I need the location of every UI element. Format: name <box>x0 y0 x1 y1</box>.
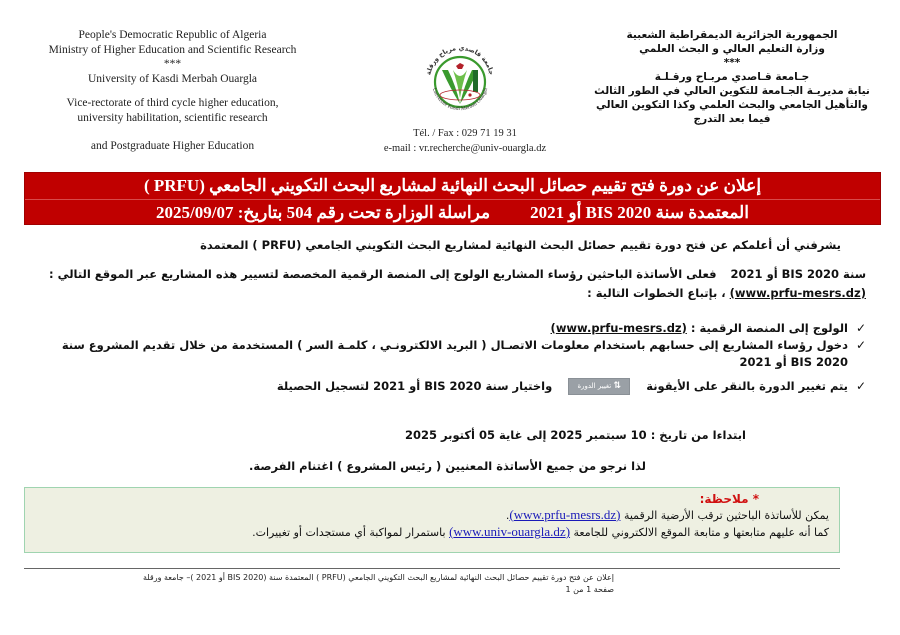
ministry-name-ar: وزارة التعليم العالي و البحث العلمي <box>639 43 825 55</box>
instructions-paragraph <box>40 265 866 303</box>
checkmark-icon: ✓ <box>855 338 866 352</box>
prfu-platform-link[interactable]: (www.prfu-mesrs.dz) <box>729 286 866 300</box>
up-down-arrows-icon: ⇅ <box>613 381 622 391</box>
phone-fax: Tél. / Fax : 029 71 19 31 <box>413 128 517 139</box>
department-line1-en: Vice-rectorate of third cycle higher education, <box>66 97 279 109</box>
change-cycle-label: تغيير الدورة <box>577 382 612 390</box>
instruction-text: فعلى الأساتذة الباحثين رؤساء المشاريع الولوج إلى المنصة الرقمية المخصصة لتسيير هذه المشاريع عبر الموقع التالي : <box>48 267 717 281</box>
footer-title: إعلان عن فتح دورة تقييم حصائل البحث النهائية لمشاريع البحث التكويني الجامعي (PRFU ) المعتمدة سنة (BIS 2020 أو 2021 )– جامعة ورقلة <box>142 573 614 582</box>
checkmark-icon: ✓ <box>855 379 866 393</box>
header-english <box>30 28 315 154</box>
note-line-1-end: . <box>505 509 510 522</box>
step-3-text-before: يتم تغيير الدورة بالنقر على الأيقونة <box>646 379 848 393</box>
announcement-banner <box>24 172 881 225</box>
note-box <box>24 487 840 553</box>
page-footer <box>24 572 614 596</box>
step-item-3 <box>40 378 866 395</box>
note-line-1-text: يمكن للأساتذة الباحثين ترقب الأرضية الرقمية <box>623 509 829 522</box>
date-range: ابتداءا من تاريخ : 10 سبتمبر 2025 إلى غاية 05 أكتوبر 2025 <box>404 428 746 442</box>
approved-years: سنة BIS 2020 أو 2021 <box>730 267 866 281</box>
page-number: صفحة 1 من 1 <box>565 585 614 594</box>
separator-stars: *** <box>163 58 182 70</box>
banner-title-line2 <box>25 199 880 225</box>
contact-info <box>360 126 570 156</box>
email-address[interactable]: e-mail : vr.recherche@univ-ouargla.dz <box>383 143 547 154</box>
step-item-2 <box>40 337 866 371</box>
step-1-text: الولوج إلى المنصة الرقمية : <box>690 321 848 335</box>
university-name-en: University of Kasdi Merbah Ouargla <box>87 72 258 85</box>
banner-ministry-letter: مراسلة الوزارة تحت رقم 504 بتاريخ: 2025/09/07 <box>156 203 491 222</box>
note-line-1 <box>35 507 829 524</box>
footer-divider <box>24 568 840 569</box>
country-name-en: People's Democratic Republic of Algeria <box>78 29 267 41</box>
department-line2-ar: والتأهيل الجامعي والبحث العلمي وكذا التكوين العالي <box>596 99 868 111</box>
banner-title-line1: إعلان عن دورة فتح تقييم حصائل البحث النهائية لمشاريع البحث التكويني الجامعي (PRFU ) <box>143 176 762 195</box>
intro-paragraph: يشرفني أن أعلمكم عن فتح دورة تقييم حصائل البحث النهائية لمشاريع البحث التكويني الجامعي (PRFU ) المعتمدة <box>200 238 841 252</box>
header-arabic <box>582 28 882 126</box>
department-line3-ar: فيما بعد التدرج <box>693 113 771 125</box>
prfu-note-link[interactable]: (www.prfu-mesrs.dz) <box>509 507 621 522</box>
ministry-name-en: Ministry of Higher Education and Scientific Research <box>48 43 297 56</box>
note-line-2 <box>35 524 829 541</box>
closing-line: لذا نرجو من جميع الأساتذة المعنيين ( رئيس المشروع ) اغتنام الفرصة. <box>248 459 646 473</box>
steps-list <box>40 320 866 395</box>
university-website-link[interactable]: (www.univ-ouargla.dz) <box>449 524 571 539</box>
separator-stars-ar: *** <box>723 57 741 69</box>
university-emblem-icon <box>420 40 500 120</box>
prfu-platform-link-step[interactable]: (www.prfu-mesrs.dz) <box>550 321 687 335</box>
instruction-steps-intro: ، بإتباع الخطوات التالية : <box>587 286 726 300</box>
step-3-text-after: واختيار سنة BIS 2020 أو 2021 لتسجيل الحصيلة <box>276 379 553 393</box>
note-line-2-end: باستمرار لمواكبة أي مستجدات أو تغييرات. <box>252 526 446 539</box>
country-name-ar: الجمهورية الجزائرية الديمقراطية الشعبية <box>626 29 838 41</box>
change-cycle-button[interactable] <box>568 378 630 395</box>
university-logo <box>420 40 500 120</box>
note-line-2-text: كما أنه عليهم متابعتها و متابعة الموقع الالكتروني للجامعة <box>573 526 829 539</box>
step-item-1 <box>40 320 866 337</box>
department-line1-ar: نيابة مديريـة الجـامعة للتكوين العالي في الطور الثالث <box>594 85 870 97</box>
banner-approved-year: المعتمدة سنة BIS 2020 أو 2021 <box>530 203 749 222</box>
department-line2-en: university habilitation, scientific research <box>77 111 268 124</box>
department-line3-en: and Postgraduate Higher Education <box>90 140 255 152</box>
svg-text:Université Kasdi Merbah Ouargl: Université Kasdi Merbah Ouargla <box>430 87 490 113</box>
university-name-ar: جـامعة قـاصدي مربـاح ورقـلـة <box>654 71 810 83</box>
svg-text:جامعة قاصدي مرباح ورقلة: جامعة قاصدي مرباح ورقلة <box>424 43 496 76</box>
checkmark-icon: ✓ <box>855 321 866 335</box>
step-2-text: دخول رؤساء المشاريع إلى حسابهم باستخدام معلومات الاتصـال ( البريد الالكترونـي ، كلمـة السر ) المستخدمة من خلال تقديم المشروع سنة BIS 2020 أو 2021 <box>61 338 848 369</box>
note-title: * ملاحظة: <box>699 492 759 506</box>
